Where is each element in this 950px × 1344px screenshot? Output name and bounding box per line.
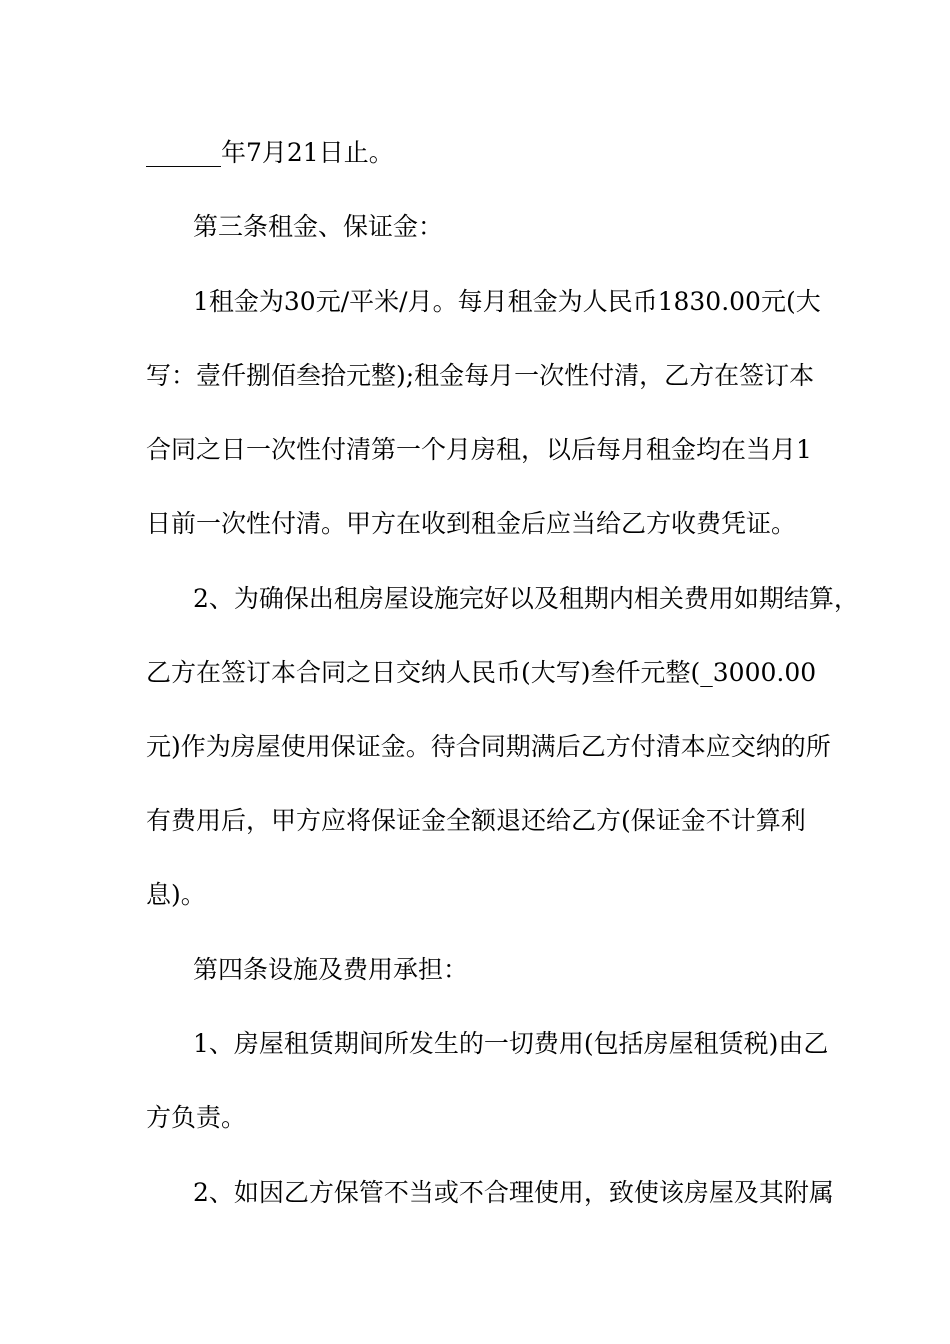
- text-line-8: 乙方在签订本合同之日交纳人民币(大写)叁仟元整(_3000.00: [146, 658, 817, 687]
- text-line-6: 日前一次性付清。甲方在收到租金后应当给乙方收费凭证。: [146, 509, 797, 538]
- text-line-11: 息)。: [146, 880, 206, 909]
- text-line-3: 1租金为30元/平米/月。每月租金为人民币1830.00元(大: [193, 287, 821, 316]
- text-line-9: 元)作为房屋使用保证金。待合同期满后乙方付清本应交纳的所: [146, 732, 831, 761]
- text-line-15: 2、如因乙方保管不当或不合理使用，致使该房屋及其附属: [193, 1178, 834, 1207]
- article-4-heading: 第四条设施及费用承担：: [193, 955, 469, 984]
- text-line-1: ______年7月21日止。: [146, 138, 394, 167]
- text-line-13: 1、房屋租赁期间所发生的一切费用(包括房屋租赁税)由乙: [193, 1029, 829, 1058]
- text-line-4: 写：壹仟捌佰叁拾元整);租金每月一次性付清，乙方在签订本: [146, 361, 815, 390]
- text-line-14: 方负责。: [146, 1103, 247, 1132]
- text-line-5: 合同之日一次性付清第一个月房租，以后每月租金均在当月1: [146, 435, 812, 464]
- text-line-7: 2、为确保出租房屋设施完好以及租期内相关费用如期结算，: [193, 584, 859, 613]
- text-line-10: 有费用后，甲方应将保证金全额退还给乙方(保证金不计算利: [146, 806, 806, 835]
- article-3-heading: 第三条租金、保证金：: [193, 212, 444, 241]
